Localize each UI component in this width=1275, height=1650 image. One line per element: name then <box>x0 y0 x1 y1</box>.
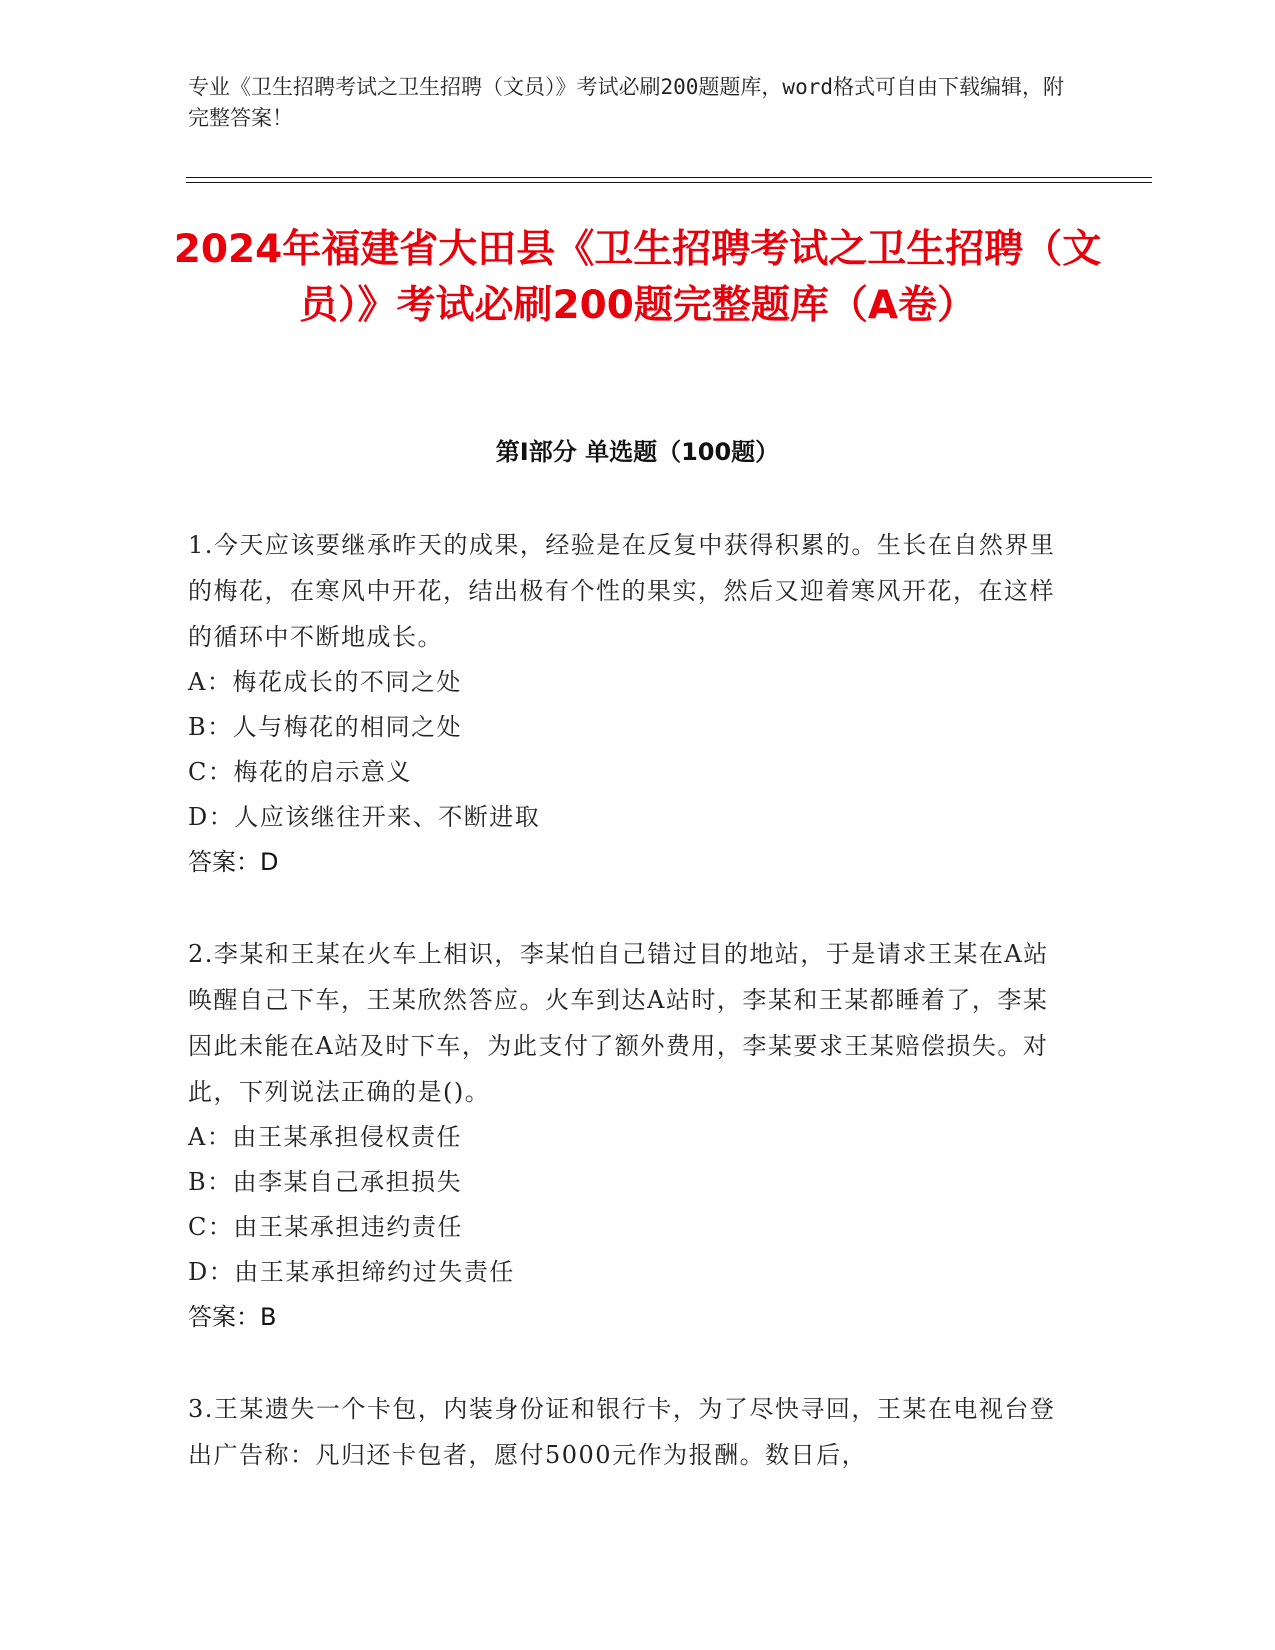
option-d: D：由王某承担缔约过失责任 <box>188 1258 515 1286</box>
answer-line: 答案：D <box>188 848 279 876</box>
question-item <box>188 1386 1068 1478</box>
question-list <box>188 522 1068 1524</box>
option-c: C：梅花的启示意义 <box>188 758 412 786</box>
option-a: A：由王某承担侵权责任 <box>188 1123 462 1151</box>
document-title: 2024年福建省大田县《卫生招聘考试之卫生招聘（文员）》考试必刷200题完整题库（A卷） <box>173 227 1102 328</box>
question-item <box>188 931 1068 1340</box>
section-title: 第I部分 单选题（100题） <box>495 438 780 466</box>
question-stem: 2.李某和王某在火车上相识，李某怕自己错过目的地站，于是请求王某在A站唤醒自己下车，王某欣然答应。火车到达A站时，李某和王某都睡着了，李某因此未能在A站及时下车，为此支付了额外费用，李某要求王某赔偿损失。对此，下列说法正确的是()。 <box>188 940 1049 1106</box>
option-b: B：人与梅花的相同之处 <box>188 713 463 741</box>
question-stem: 3.王某遗失一个卡包，内装身份证和银行卡，为了尽快寻回，王某在电视台登出广告称：凡归还卡包者，愿付5000元作为报酬。数日后， <box>188 1395 1056 1469</box>
question-stem: 1.今天应该要继承昨天的成果，经验是在反复中获得积累的。生长在自然界里的梅花，在寒风中开花，结出极有个性的果实，然后又迎着寒风开花，在这样的循环中不断地成长。 <box>188 531 1056 651</box>
option-d: D：人应该继往开来、不断进取 <box>188 803 541 831</box>
answer-line: 答案：B <box>188 1303 277 1331</box>
option-c: C：由王某承担违约责任 <box>188 1213 463 1241</box>
header-divider-bottom <box>186 182 1152 183</box>
question-item <box>188 522 1068 885</box>
option-b: B：由李某自己承担损失 <box>188 1168 463 1196</box>
header-note: 专业《卫生招聘考试之卫生招聘（文员）》考试必刷200题题库，word格式可自由下载编辑，附完整答案！ <box>188 75 1064 130</box>
option-a: A：梅花成长的不同之处 <box>188 668 462 696</box>
header-divider-top <box>186 177 1152 178</box>
